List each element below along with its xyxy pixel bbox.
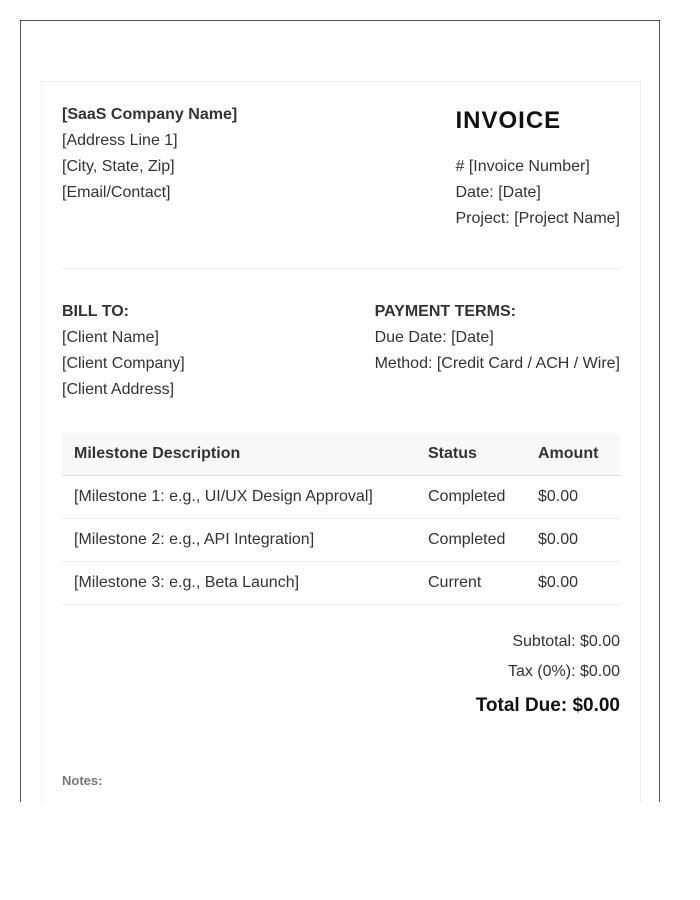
- payment-method: Method: [Credit Card / ACH / Wire]: [374, 355, 620, 372]
- company-info: [62, 102, 237, 206]
- header-divider: [62, 268, 620, 269]
- milestone-amount: $0.00: [526, 562, 620, 605]
- milestone-status: Completed: [416, 476, 526, 519]
- milestone-description: [Milestone 2: e.g., API Integration]: [62, 519, 416, 562]
- milestone-status: Current: [416, 562, 526, 605]
- invoice-date: Date: [Date]: [455, 184, 541, 201]
- table-row: [62, 476, 620, 519]
- table-header-row: [62, 433, 620, 476]
- invoice-project: Project: [Project Name]: [455, 210, 620, 227]
- table-row: [62, 519, 620, 562]
- milestone-description: [Milestone 3: e.g., Beta Launch]: [62, 562, 416, 605]
- client-name: [Client Name]: [62, 329, 159, 346]
- totals-block: [62, 627, 620, 721]
- bill-to-block: [62, 299, 185, 403]
- subtotal: Subtotal: $0.00: [512, 633, 620, 650]
- invoice-header: [62, 102, 620, 232]
- table-row: [62, 562, 620, 605]
- invoice-card: [41, 81, 641, 802]
- company-name: [SaaS Company Name]: [62, 106, 238, 123]
- company-email-contact: [Email/Contact]: [62, 184, 171, 201]
- invoice-meta: [456, 102, 621, 232]
- column-header-amount: Amount: [526, 433, 620, 476]
- milestones-table: [62, 433, 620, 605]
- billing-info: [62, 299, 620, 403]
- notes-label: Notes:: [62, 773, 103, 788]
- milestone-status: Completed: [416, 519, 526, 562]
- client-company: [Client Company]: [62, 355, 185, 372]
- payment-due-date: Due Date: [Date]: [374, 329, 494, 346]
- payment-terms-block: [375, 299, 620, 377]
- tax: Tax (0%): $0.00: [507, 663, 620, 680]
- milestone-amount: $0.00: [526, 519, 620, 562]
- company-city-state-zip: [City, State, Zip]: [62, 158, 175, 175]
- payment-terms-label: PAYMENT TERMS:: [374, 303, 516, 320]
- company-address-line1: [Address Line 1]: [62, 132, 178, 149]
- column-header-description: Milestone Description: [62, 433, 416, 476]
- bill-to-label: BILL TO:: [62, 303, 129, 320]
- client-address: [Client Address]: [62, 381, 175, 398]
- invoice-title: INVOICE: [455, 107, 562, 134]
- invoice-number: # [Invoice Number]: [455, 158, 590, 175]
- total-due: Total Due: $0.00: [475, 695, 620, 716]
- page-frame: [20, 20, 660, 802]
- column-header-status: Status: [416, 433, 526, 476]
- milestone-description: [Milestone 1: e.g., UI/UX Design Approval]: [62, 476, 416, 519]
- milestone-amount: $0.00: [526, 476, 620, 519]
